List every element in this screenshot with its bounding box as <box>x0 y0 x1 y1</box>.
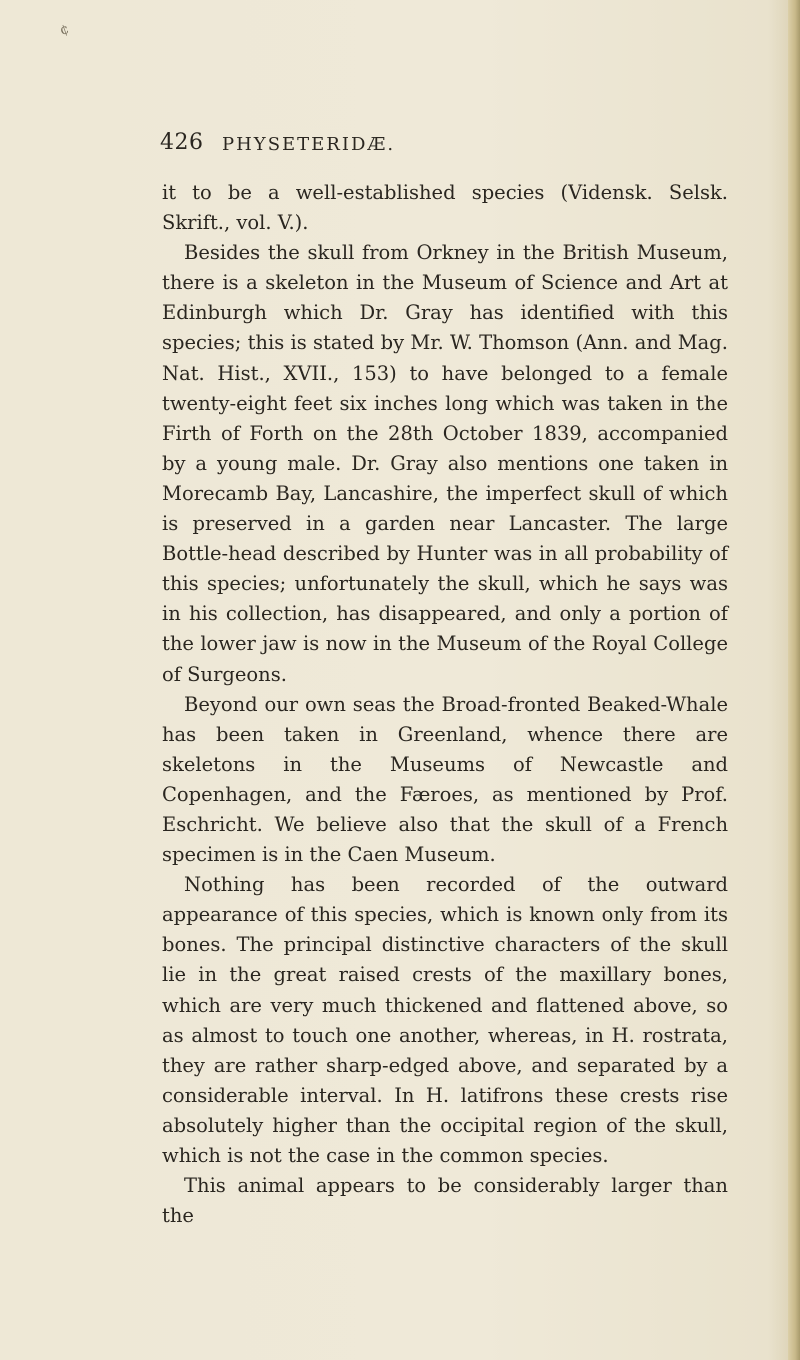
paragraph-2: Besides the skull from Orkney in the British Museum, there is a skeleton in the Museum of Science and Art at Edinburgh which Dr. Gray has identified with this species; this is stated by Mr. W. Thomson (Ann. and Mag. Nat. Hist., XVII., 153) to have belonged to a female twenty-eight feet six inches long which was taken in the Firth of Forth on the 28th October 1839, accompanied by a young male. Dr. Gray also mentions one taken in Morecamb Bay, Lancashire, the imperfect skull of which is preserved in a garden near Lancaster. The large Bottle-head described by Hunter was in all probability of this species; unfortunately the skull, which he says was in his collection, has disappeared, and only a portion of the lower jaw is now in the Museum of the Royal College of Surgeons. <box>162 241 728 686</box>
paragraph-5: This animal appears to be considerably larger than the <box>162 1174 728 1228</box>
header-title: PHYSETERIDÆ. <box>222 134 396 155</box>
body-text <box>162 178 728 1231</box>
stray-mark: ¢ <box>57 20 72 40</box>
running-head <box>160 130 720 160</box>
page-edge <box>788 0 800 1360</box>
paragraph-4: Nothing has been recorded of the outward appearance of this species, which is known only from its bones. The principal distinctive characters of the skull lie in the great raised crests of the maxillary bones, which are very much thickened and flattened above, so as almost to touch one another, whereas, in H. rostrata, they are rather sharp-edged above, and separated by a considerable interval. In H. latifrons these crests rise absolutely higher than the occipital region of the skull, which is not the case in the common species. <box>162 873 728 1167</box>
paragraph-3: Beyond our own seas the Broad-fronted Beaked-Whale has been taken in Greenland, whence there are skeletons in the Museums of Newcastle and Copenhagen, and the Færoes, as mentioned by Prof. Eschricht. We believe also that the skull of a French specimen is in the Caen Museum. <box>162 692 728 867</box>
page-number: 426 <box>160 130 204 155</box>
paragraph-1: it to be a well-established species (Vidensk. Selsk. Skrift., vol. V.). <box>162 181 728 235</box>
